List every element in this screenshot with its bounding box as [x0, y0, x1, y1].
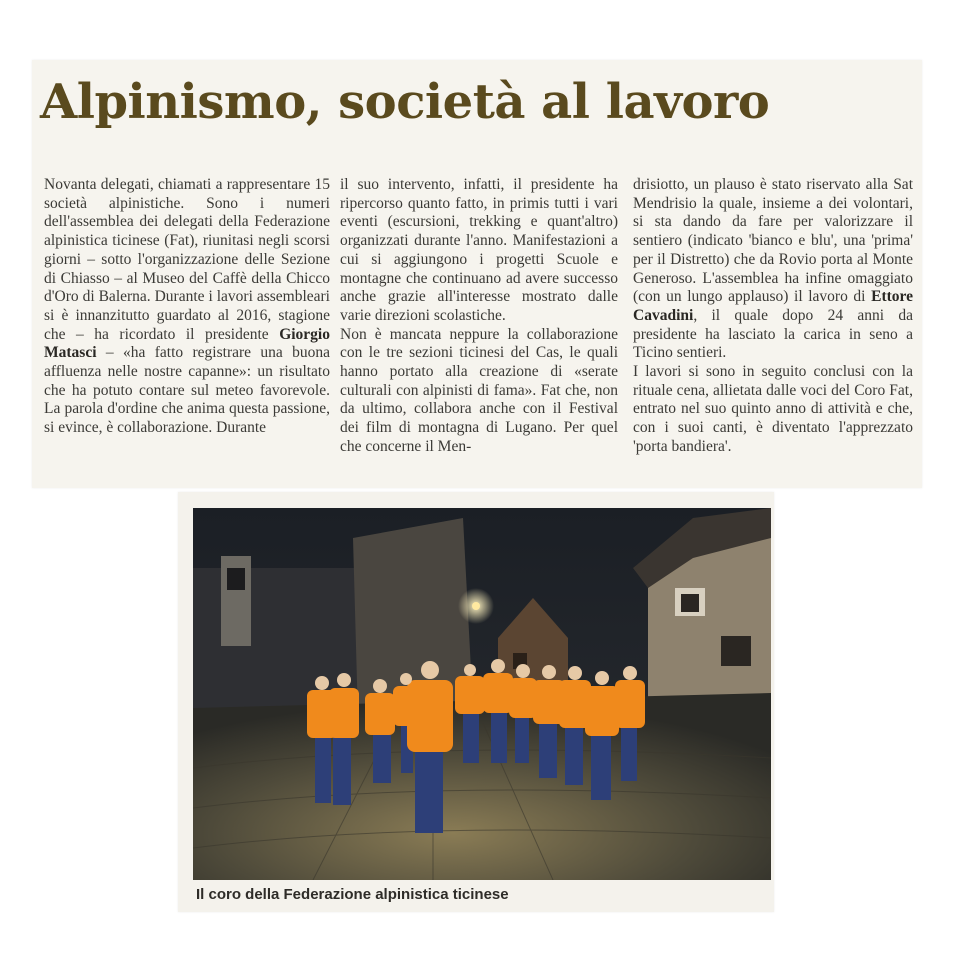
article-column-2 — [340, 176, 618, 457]
article-column-1 — [44, 176, 330, 438]
column-2-paragraph-1: il suo intervento, infatti, il presidente ha ripercorso quanto fatto, in primis tutti i vari eventi (escursioni, trekking e quant'altro) organizzati durante l'anno. Manifestazioni a cui si aggiungono i progetti Scuole e montagne che continuano ad avere successo anche grazie all'interesse mostrato dalle varie direzioni scolastiche. — [340, 176, 618, 324]
column-3-paragraph-1: drisiotto, un plauso è stato riservato alla Sat Mendrisio la quale, insieme a dei volontari, si sta dando da fare per valorizzare il sentiero (indicato 'bianco e blu', una 'prima' per il Distretto) che da Rovio porta al Monte Generoso. L'assemblea ha infine omaggiato (con un lungo applauso) il lavoro di Ettore Cavadini, il quale dopo 24 anni da presidente ha lasciato la carica in seno a Ticino sentieri. — [633, 176, 914, 362]
column-2-paragraph-2: Non è mancata neppure la collaborazione con le tre sezioni ticinesi del Cas, le quali hanno portato alla creazione di «serate culturali con alpinisti di fama». Fat che, non da ultimo, collabora anche con il Festival dei film di montagna di Lugano. Per quel che concerne il Men- — [340, 325, 618, 455]
article-headline: Alpinismo, società al lavoro — [40, 74, 770, 130]
choir-photo — [193, 508, 771, 880]
photo-caption: Il coro della Federazione alpinistica ticinese — [196, 886, 509, 903]
column-1-paragraph-1: Novanta delegati, chiamati a rappresentare 15 società alpinistiche. Sono i numeri dell'assemblea dei delegati della Federazione alpinistica ticinese (Fat), riunitasi negli scorsi giorni – sotto l'organizzazione delle Sezione di Chiasso – al Museo del Caffè della Chicco d'Oro di Balerna. Durante i lavori assembleari si è innanzitutto guardato al 2016, stagione che – ha ricordato il presidente Giorgio Matasci – «ha fatto registrare una buona affluenza nelle nostre capanne»: un risultato che ha potuto contare sul meteo favorevole. La parola d'ordine che anima questa passione, si evince, è collaborazione. Durante — [44, 176, 331, 437]
person-name: Giorgio Matasci — [44, 325, 330, 362]
person-name: Ettore Cavadini — [633, 288, 914, 324]
article-column-3 — [633, 176, 913, 457]
column-3-paragraph-2: I lavori si sono in seguito conclusi con la rituale cena, allietata dalle voci del Coro Fat, entrato nel suo quinto anno di attività e che, con i suoi canti, è diventato l'apprezzato 'porta bandiera'. — [633, 363, 913, 455]
